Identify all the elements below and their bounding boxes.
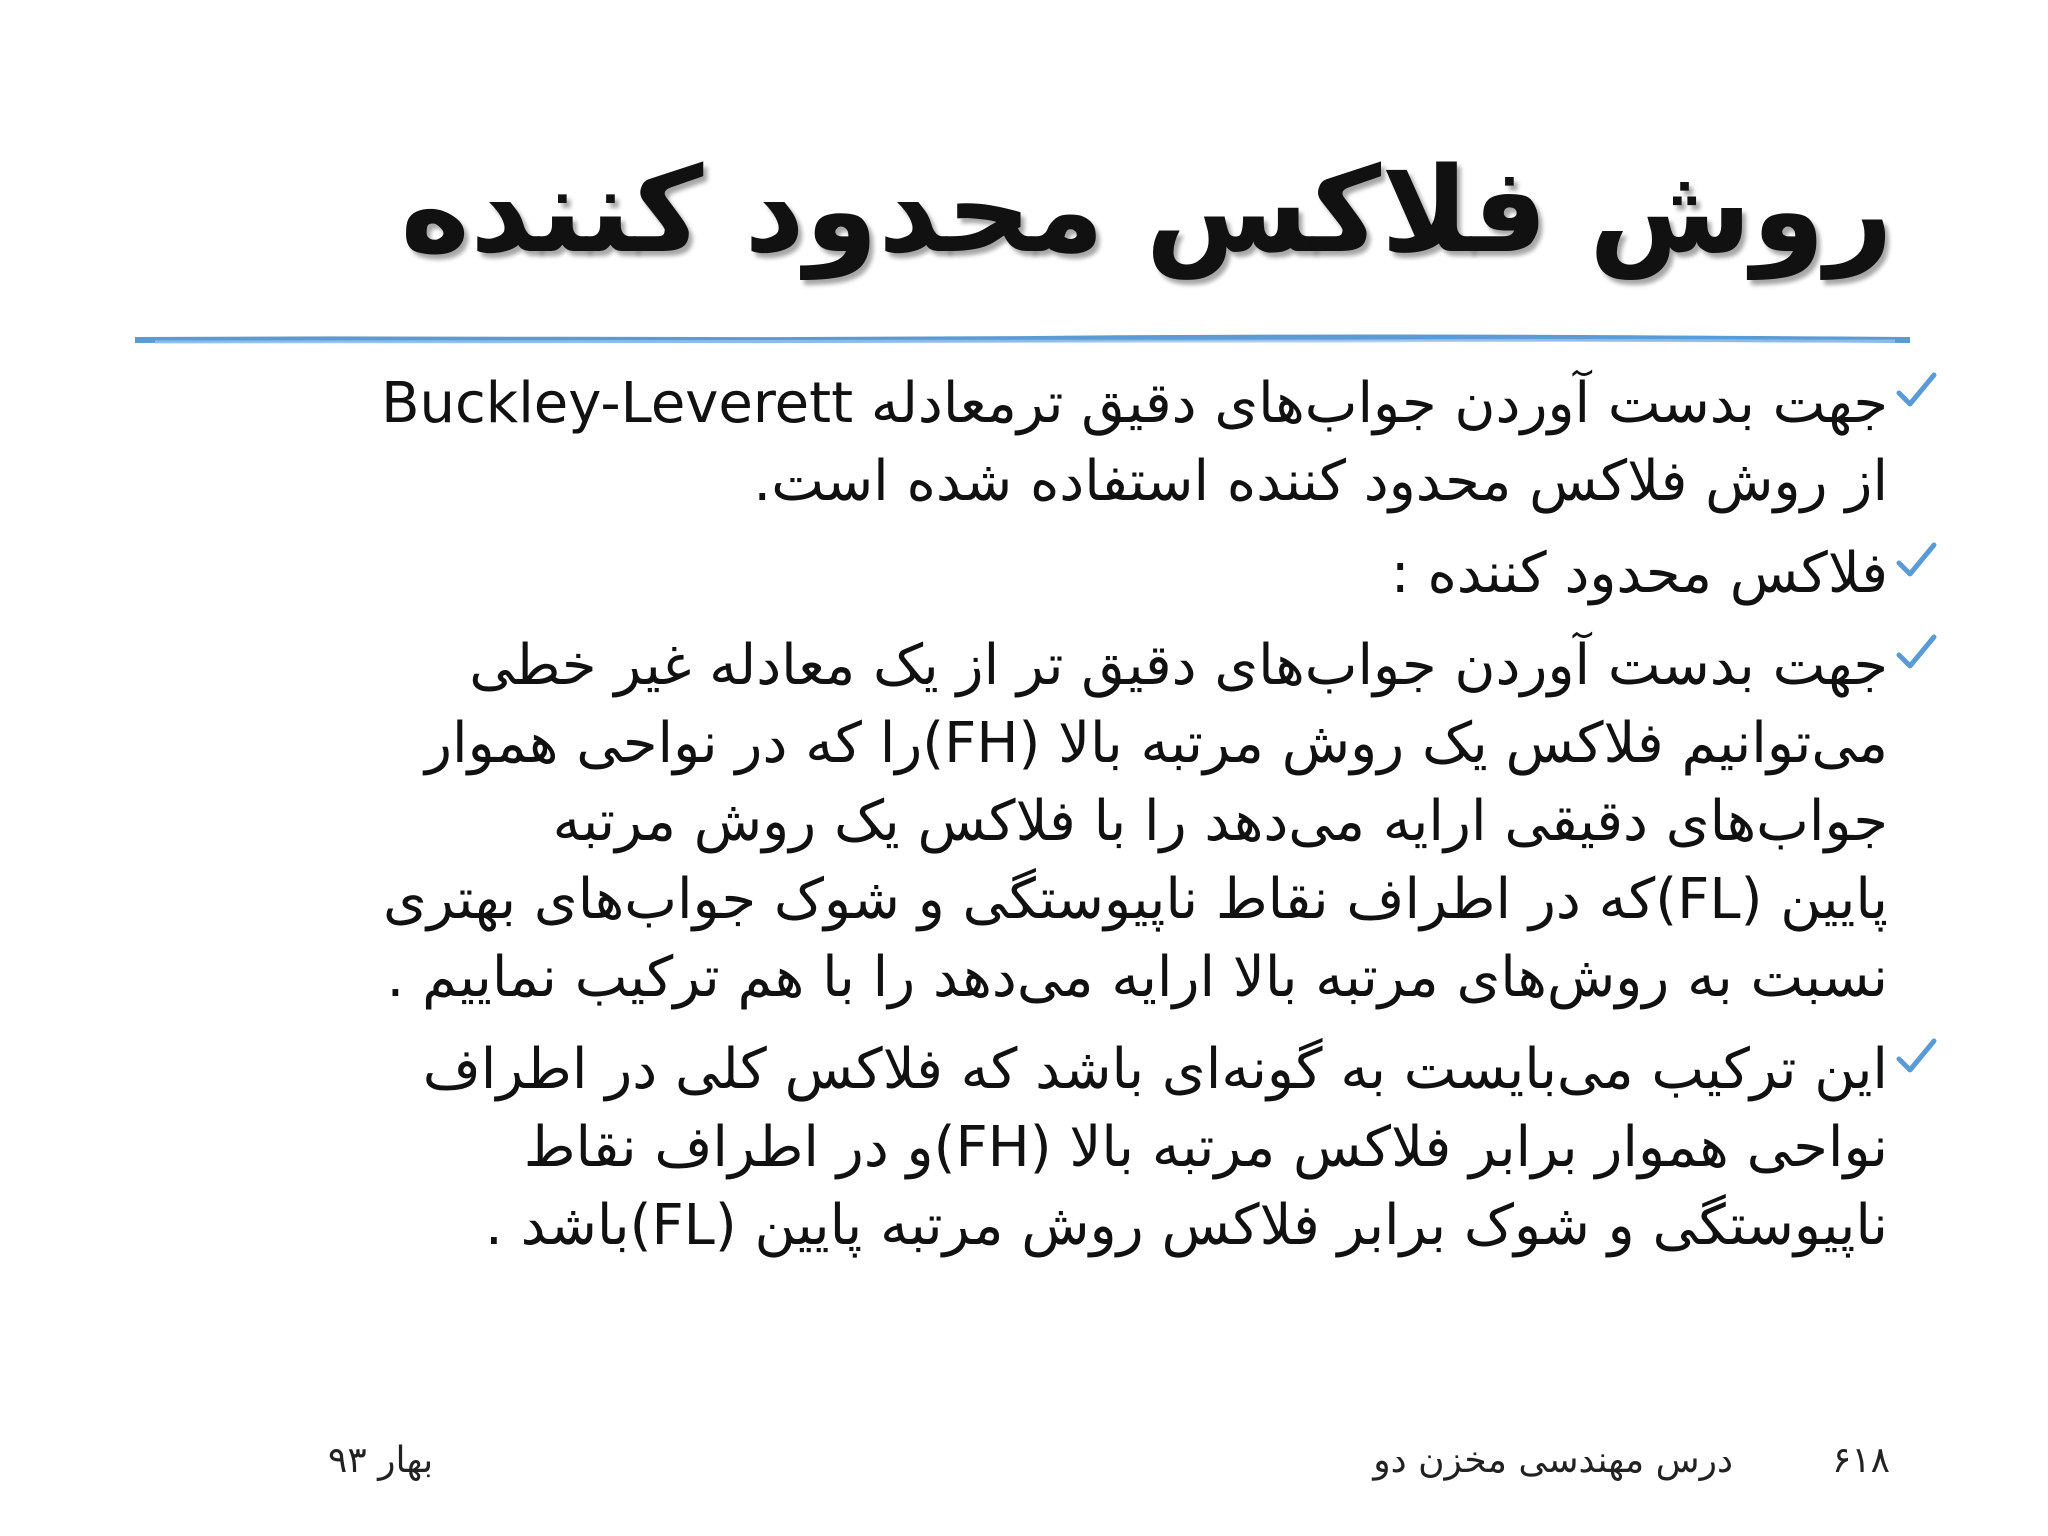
checkmark-icon bbox=[1894, 631, 1938, 675]
bullet-line: پایین (FL)که در اطراف نقاط ناپیوستگی و شوک جواب‌های بهتری bbox=[383, 867, 1888, 932]
slide-title: روش فلاکس محدود کننده bbox=[400, 141, 1893, 279]
bullet-line: می‌توانیم فلاکس یک روش مرتبه بالا (FH)را که در نواحی هموار bbox=[425, 711, 1888, 776]
bullet-line: جهت بدست آوردن جواب‌های دقیق تر از یک معادله غیر خطی bbox=[469, 633, 1888, 698]
bullet-line: نسبت به روش‌های مرتبه بالا ارایه می‌دهد را با هم ترکیب نماییم . bbox=[386, 945, 1888, 1010]
bullet-item bbox=[178, 627, 1938, 1017]
bullet-item bbox=[178, 365, 1938, 521]
bullet-line: این ترکیب می‌بایست به گونه‌ای باشد که فلاکس کلی در اطراف bbox=[422, 1037, 1888, 1102]
page-number: ۶۱۸ bbox=[1831, 1440, 1890, 1481]
bullet-line: جهت بدست آوردن جواب‌های دقیق ترمعادله Buckley-Leverett bbox=[381, 371, 1888, 436]
footer-date: بهار ۹۳ bbox=[328, 1440, 434, 1481]
course-name: درس مهندسی مخزن دو bbox=[1373, 1440, 1733, 1481]
bullet-line: از روش فلاکس محدود کننده استفاده شده است. bbox=[753, 449, 1888, 514]
title-divider bbox=[135, 333, 1910, 347]
bullet-line: ناپیوستگی و شوک برابر فلاکس روش مرتبه پایین (FL)باشد . bbox=[485, 1193, 1888, 1258]
bullet-line: جواب‌های دقیقی ارایه می‌دهد را با فلاکس یک روش مرتبه bbox=[552, 789, 1888, 854]
checkmark-icon bbox=[1894, 1035, 1938, 1079]
bullet-line: فلاکس محدود کننده : bbox=[1390, 541, 1888, 606]
checkmark-icon bbox=[1894, 369, 1938, 413]
checkmark-icon bbox=[1894, 539, 1938, 583]
bullet-item bbox=[178, 535, 1938, 613]
bullet-line: نواحی هموار برابر فلاکس مرتبه بالا (FH)و در اطراف نقاط bbox=[523, 1115, 1888, 1180]
bullet-item bbox=[178, 1031, 1938, 1265]
bullet-list bbox=[178, 365, 1938, 1279]
